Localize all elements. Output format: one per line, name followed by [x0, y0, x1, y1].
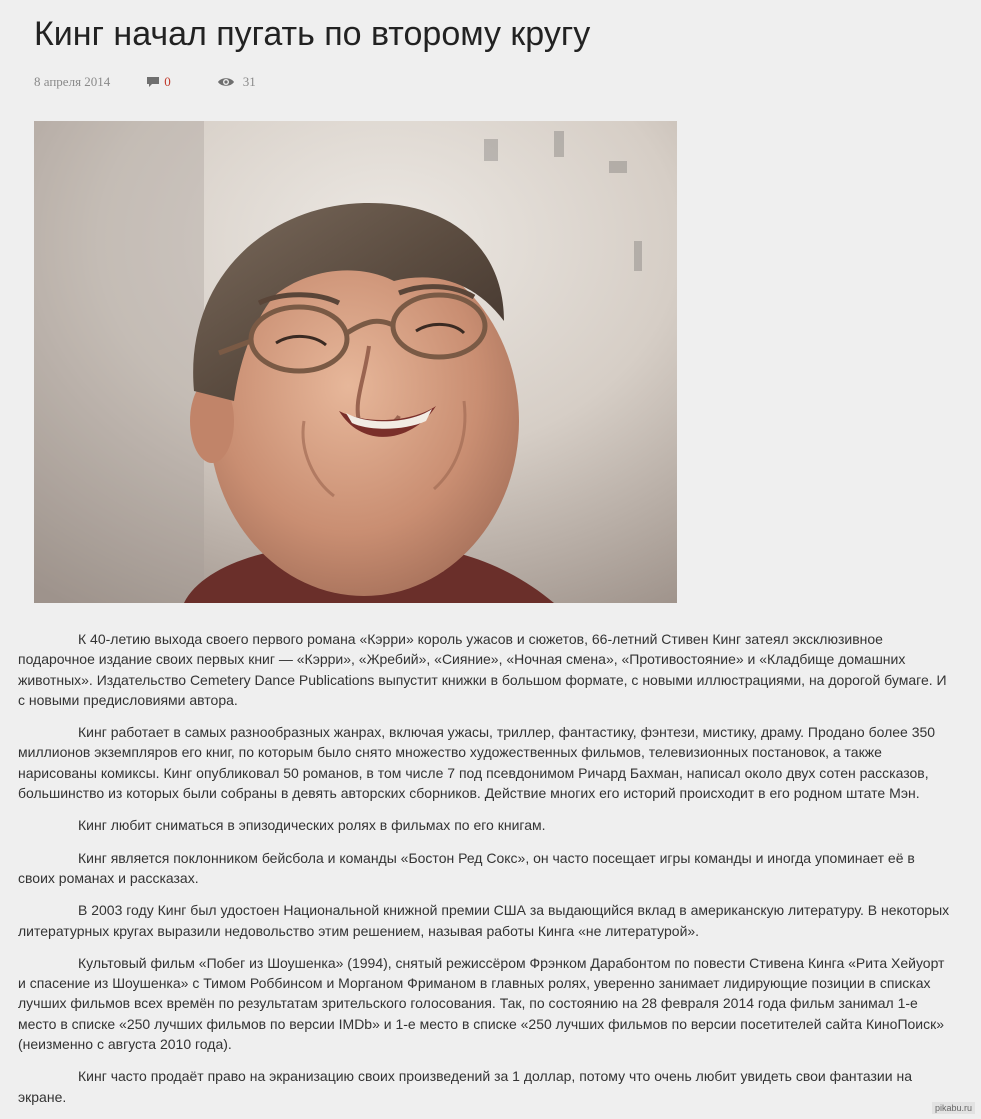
article-photo — [34, 121, 677, 603]
article-body — [18, 629, 953, 1119]
article-paragraph: Кинг является поклонником бейсбола и команды «Бостон Ред Сокс», он часто посещает игры команды и иногда упоминает её в своих романах и рассказах. — [18, 849, 915, 886]
comments-count: 0 — [164, 74, 171, 89]
article-paragraph: В 2003 году Кинг был удостоен Национальной книжной премии США за выдающийся вклад в американскую литературу. В некоторых литературных кругах выразили недовольство этим решением, называя работы Кинга «не литературой». — [18, 902, 950, 939]
article-meta — [34, 72, 256, 92]
article-paragraph: Кинг работает в самых разнообразных жанрах, включая ужасы, триллер, фантастику, фэнтези, мистику, драму. Продано более 350 миллионов экземпляров его книг, по которым было снято множество художественных фильмов, телевизионных постановок, а также нарисованы комиксы. Кинг опубликовал 50 романов, в том числе 7 под псевдонимом Ричард Бахман, написал около двух сотен рассказов, большинство из которых были собраны в девять авторских сборников. Действие многих его историй происходит в его родном штате Мэн. — [18, 724, 936, 802]
views-counter — [217, 74, 256, 90]
article-paragraph: К 40-летию выхода своего первого романа «Кэрри» король ужасов и сюжетов, 66-летний Стивен Кинг затеял эксклюзивное подарочное издание своих первых книг — «Кэрри», «Жребий», «Сияние», «Ночная смена», «Противостояние» и «Кладбище домашних животных». Издательство Cemetery Dance Publications выпустит книжки в большом формате, с новыми иллюстрациями, на дорогой бумаге. И с новыми предисловиями автора. — [18, 631, 947, 708]
eye-icon — [217, 76, 235, 88]
speech-bubble-icon — [146, 76, 160, 88]
article-title: Кинг начал пугать по второму кругу — [34, 15, 591, 53]
article-paragraph: Культовый фильм «Побег из Шоушенка» (1994), снятый режиссёром Фрэнком Дарабонтом по повести Стивена Кинга «Рита Хейуорт и спасение из Шоушенка» с Тимом Роббинсом и Морганом Фриманом в главных ролях, уверенно занимает лидирующие позиции в списках лучших фильмов всех времён по результатам зрительского голосования. Так, по состоянию на 28 февраля 2014 года фильм занимал 1-е место в списке «250 лучших фильмов по версии IMDb» и 1-е место в списке «250 лучших фильмов по версии посетителей сайта КиноПоиск» (неизменно с августа 2010 года). — [18, 954, 945, 1053]
article-date: 8 апреля 2014 — [34, 74, 111, 89]
comments-link[interactable] — [146, 74, 171, 90]
views-count: 31 — [242, 74, 256, 89]
article-paragraph: Кинг часто продаёт право на экранизацию своих произведений за 1 доллар, потому что очень любит увидеть свои фантазии на экране. — [18, 1068, 912, 1105]
article-paragraph: Кинг любит сниматься в эпизодических ролях в фильмах по его книгам. — [78, 817, 546, 834]
portrait-illustration — [34, 121, 677, 603]
site-watermark: pikabu.ru — [932, 1102, 975, 1114]
